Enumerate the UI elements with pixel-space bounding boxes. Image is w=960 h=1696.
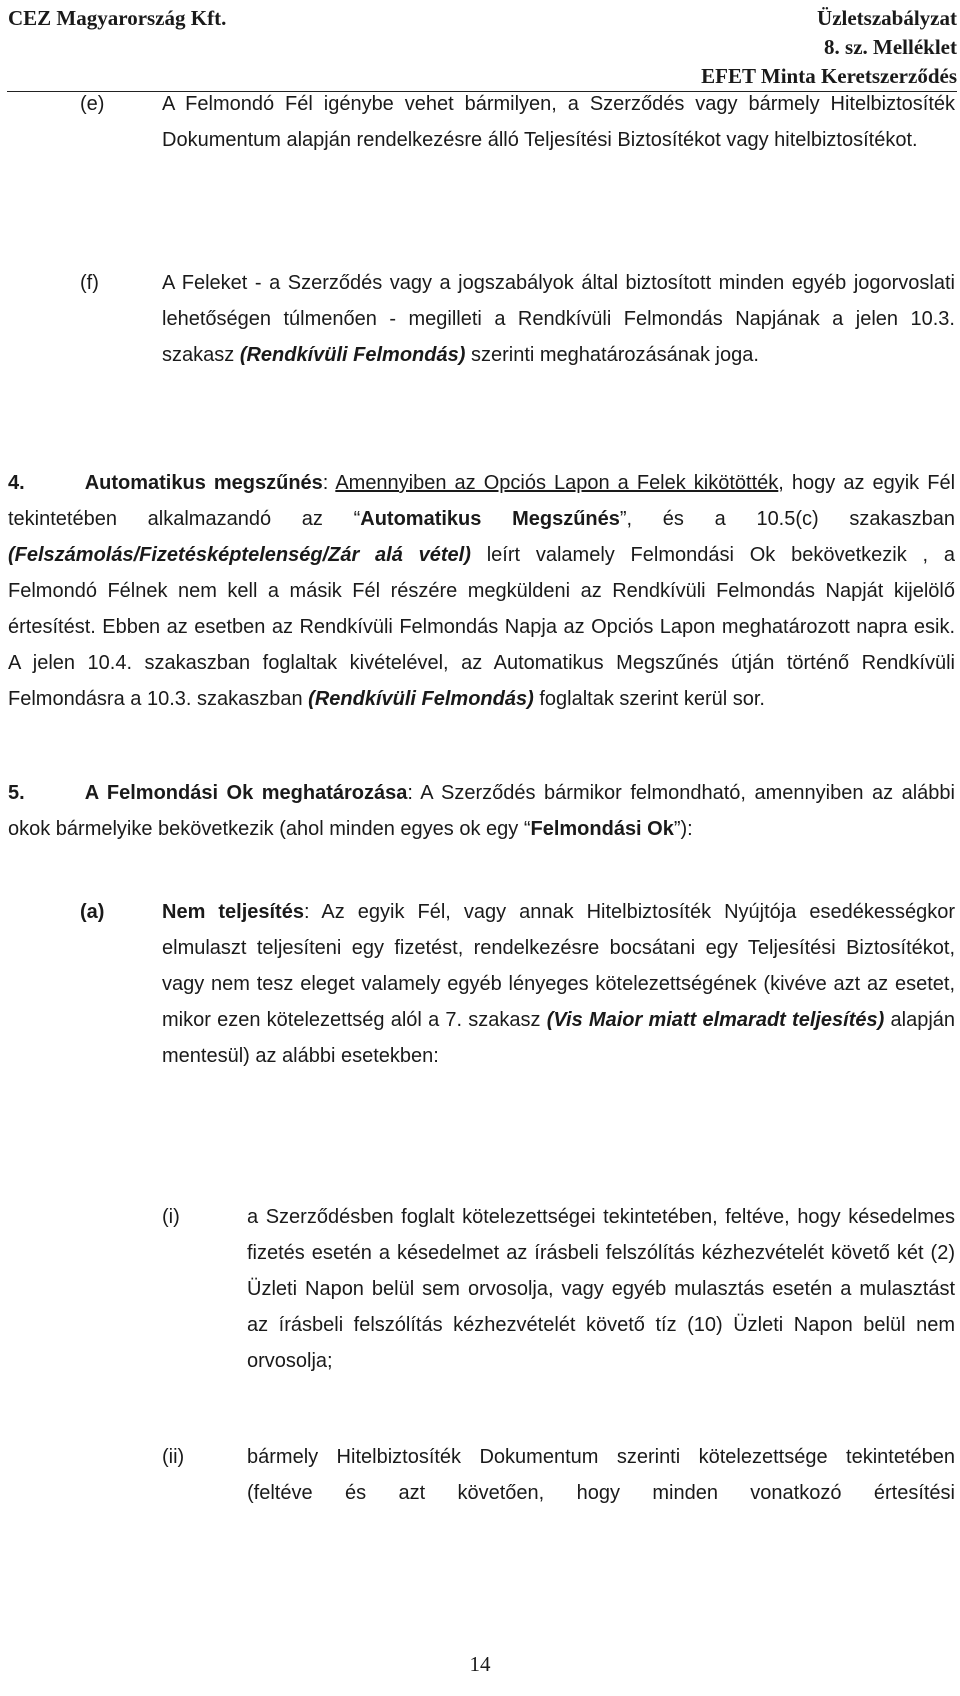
- item-a-text: Nem teljesítés: Az egyik Fél, vagy annak Hitelbiztosíték Nyújtója esedékességkor elmulaszt teljesíteni egy fizetést, rendelkezésre bocsátani egy Teljesítési Biztosítékot, vagy nem tesz eleget valamely egyéb lényeges kötelezettségének (kivéve azt az esetet, mikor ezen kötelezettség alól a 7. szakasz (Vis Maior miatt elmaradt teljesítés) alapján mentesül) az alábbi esetekben:: [162, 901, 956, 1067]
- section-4-term: Automatikus Megszűnés: [360, 508, 620, 530]
- sub-item-i-label: (i): [162, 1206, 180, 1228]
- document-subtitle: EFET Minta Keretszerződés: [701, 64, 957, 88]
- item-a-label: (a): [80, 901, 105, 923]
- section-4-number: 4.: [8, 472, 25, 494]
- annex-label: 8. sz. Melléklet: [824, 35, 957, 59]
- section-4-reference-2: (Rendkívüli Felmondás): [308, 688, 534, 710]
- section-5: 5. A Felmondási Ok meghatározása: A Szerződés bármikor felmondható, amennyiben az alábbi okok bármelyike bekövetkezik (ahol minden egyes ok egy “Felmondási Ok”):: [8, 782, 955, 840]
- sub-item-ii-label: (ii): [162, 1446, 185, 1468]
- section-5-number: 5.: [8, 782, 25, 804]
- item-f-text: A Feleket - a Szerződés vagy a jogszabályok által biztosított minden egyéb jogorvoslati lehetőségen túlmenően - megilleti a Rendkívüli Felmondás Napjának a jelen 10.3. szakasz (Rendkívüli Felmondás) szerinti meghatározásának joga.: [162, 272, 955, 366]
- section-5-heading: A Felmondási Ok meghatározása: [84, 782, 408, 804]
- sub-item-ii-text: bármely Hitelbiztosíték Dokumentum szerinti kötelezettsége tekintetében (feltéve és azt követően, hogy minden vonatkozó értesítési: [247, 1446, 955, 1504]
- section-4: 4. Automatikus megszűnés: Amennyiben az Opciós Lapon a Felek kikötötték, hogy az egyik Fél tekintetében alkalmazandó az “Automatikus Megszűnés”, és a 10.5(c) szakaszban (Felszámolás/Fizetésképtelenség/Zár alá vétel) leírt valamely Felmondási Ok bekövetkezik , a Felmondó Félnek nem kell a másik Fél részére megküldeni az Rendkívüli Felmondás Napját kijelölő értesítést. Ebben az esetben az Rendkívüli Felmondás Napja az Opciós Lapon meghatározott napra esik. A jelen 10.4. szakaszban foglaltak kivételével, az Automatikus Megszűnés útján történő Rendkívüli Felmondásra a 10.3. szakaszban (Rendkívüli Felmondás) foglaltak szerint kerül sor.: [8, 472, 956, 710]
- section-5-term: Felmondási Ok: [530, 818, 674, 840]
- section-4-heading: Automatikus megszűnés: [84, 472, 323, 494]
- item-a-reference: (Vis Maior miatt elmaradt teljesítés): [546, 1009, 885, 1031]
- document-title: Üzletszabályzat: [817, 6, 957, 30]
- item-e-label: (e): [80, 93, 105, 115]
- page-number: 14: [469, 1652, 491, 1676]
- section-4-condition: Amennyiben az Opciós Lapon a Felek kikötötték: [335, 472, 779, 494]
- item-f-label: (f): [80, 272, 99, 294]
- header-right: [701, 4, 957, 91]
- sub-item-i-text: a Szerződésben foglalt kötelezettségei tekintetében, feltéve, hogy késedelmes fizetés esetén a késedelmet az írásbeli felszólítás kézhezvételét követő két (2) Üzleti Napon belül sem orvosolja, vagy egyéb mulasztás esetén a mulasztást az írásbeli felszólítás kézhezvételét követő tíz (10) Üzleti Napon belül nem orvosolja;: [247, 1206, 955, 1372]
- item-a-heading: Nem teljesítés: [162, 901, 304, 923]
- section-4-reference-1: (Felszámolás/Fizetésképtelenség/Zár alá vétel): [8, 544, 471, 566]
- company-name: CEZ Magyarország Kft.: [8, 6, 227, 30]
- item-e-text: A Felmondó Fél igénybe vehet bármilyen, a Szerződés vagy bármely Hitelbiztosíték Dokumentum alapján rendelkezésre álló Teljesítési Biztosítékot vagy hitelbiztosítékot.: [162, 93, 955, 151]
- item-f-reference: (Rendkívüli Felmondás): [239, 344, 466, 366]
